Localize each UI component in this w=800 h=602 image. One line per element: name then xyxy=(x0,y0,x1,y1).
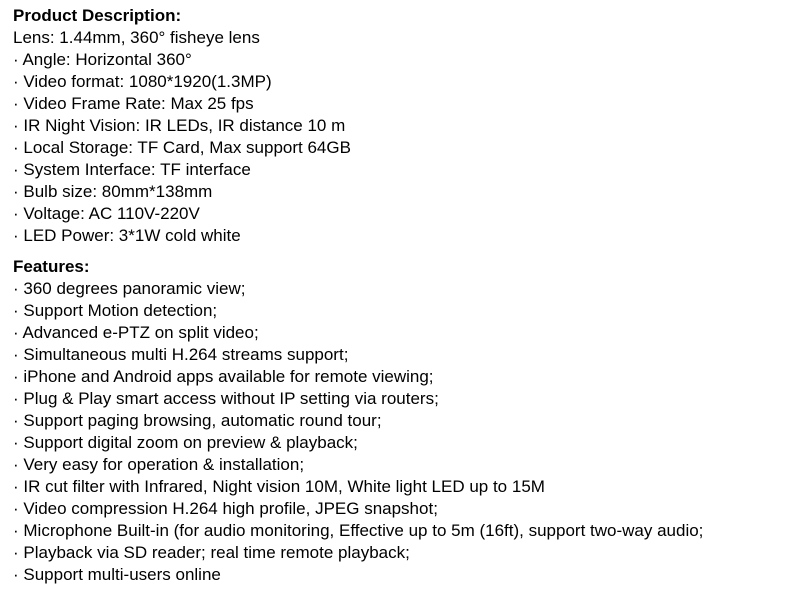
spec-line: · Video format: 1080*1920(1.3MP) xyxy=(13,72,272,91)
feature-line: · Playback via SD reader; real time remote playback; xyxy=(13,543,410,562)
spec-line: · Local Storage: TF Card, Max support 64GB xyxy=(13,138,351,157)
spec-line: · Bulb size: 80mm*138mm xyxy=(13,182,213,201)
spec-line: · IR Night Vision: IR LEDs, IR distance 10 m xyxy=(13,116,346,135)
feature-line: · Microphone Built-in (for audio monitoring, Effective up to 5m (16ft), support two-way audio; xyxy=(13,521,704,540)
feature-line: · Support paging browsing, automatic round tour; xyxy=(13,411,382,430)
feature-line: · iPhone and Android apps available for remote viewing; xyxy=(13,367,434,386)
feature-line: · Very easy for operation & installation; xyxy=(13,455,305,474)
product-description-section xyxy=(13,5,797,247)
spec-line: · System Interface: TF interface xyxy=(13,160,251,179)
spec-line: · Angle: Horizontal 360° xyxy=(13,50,192,69)
feature-line: · Support Motion detection; xyxy=(13,301,218,320)
feature-line: · Simultaneous multi H.264 streams support; xyxy=(13,345,349,364)
spec-line: · Voltage: AC 110V-220V xyxy=(13,204,200,223)
feature-line: · Support digital zoom on preview & playback; xyxy=(13,433,358,452)
document xyxy=(13,5,797,586)
feature-line: · IR cut filter with Infrared, Night vision 10M, White light LED up to 15M xyxy=(13,477,545,496)
feature-line: · Support multi-users online xyxy=(13,565,221,584)
feature-line: · Plug & Play smart access without IP setting via routers; xyxy=(13,389,439,408)
product-description-heading: Product Description: xyxy=(13,6,182,25)
spec-line: · Video Frame Rate: Max 25 fps xyxy=(13,94,254,113)
features-heading: Features: xyxy=(13,257,90,276)
features-section xyxy=(13,256,797,586)
spec-line: · LED Power: 3*1W cold white xyxy=(13,226,241,245)
feature-line: · Advanced e-PTZ on split video; xyxy=(13,323,259,342)
spec-line: Lens: 1.44mm, 360° fisheye lens xyxy=(13,28,260,47)
section-gap xyxy=(13,247,797,256)
feature-line: · Video compression H.264 high profile, JPEG snapshot; xyxy=(13,499,438,518)
feature-line: · 360 degrees panoramic view; xyxy=(13,279,246,298)
